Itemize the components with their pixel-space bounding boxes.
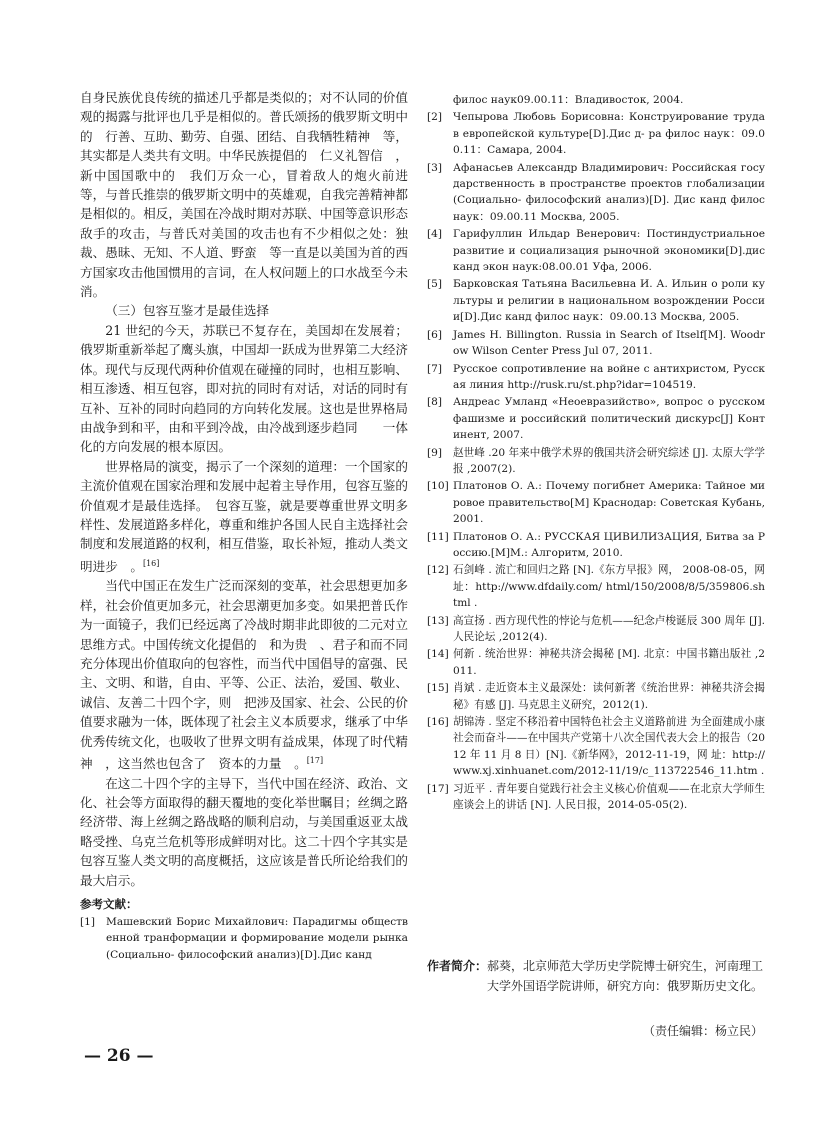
- reference-number: [16]: [427, 716, 449, 729]
- reference-number: [6]: [427, 328, 443, 341]
- reference-number: [2]: [427, 111, 443, 124]
- reference-number: [3]: [427, 161, 443, 174]
- reference-item: [427, 529, 765, 562]
- reference-text: Гарифуллин Ильдар Венерович: Постиндустриальное развитие и социализация рыночной экономики[D].дис канд экон наук:08.00.01 Уфа, 2006.: [453, 228, 765, 274]
- reference-number: [10]: [427, 480, 449, 493]
- reference-text: Андреас Умланд «Неоевразийство», вопрос о русском фашизме и российский политический дискурс[J] Континент, 2007.: [453, 396, 765, 442]
- reference-text: 胡锦涛 . 坚定不移沿着中国特色社会主义道路前进 为全面建成小康社会而奋斗——在中国共产党第十八次全国代表大会上的报告（2012 年 11 月 8 日）[N].《新华网》，2012-11-19，网 址：http://www.xj.xinhuanet.com/2012-11/19/c_113722546_11.htm .: [453, 716, 765, 778]
- reference-item: [427, 680, 765, 713]
- reference-text: 石剑峰 . 流亡和回归之路 [N].《东方早报》网， 2008-08-05，网 址：http://www.dfdaily.com/ html/150/2008/8/5/359806.shtml .: [453, 564, 765, 610]
- reference-text: Афанасьев Александр Владимирович: Российская государственность в пространстве проектов глобализации(Социально- философский анализ)[D]. Дис канд филос наук：09.00.11 Москва, 2005.: [453, 161, 765, 223]
- reference-text: 习近平 . 青年要自觉践行社会主义核心价值观——在北京大学师生座谈会上的讲话 [N]. 人民日报，2014-05-05(2).: [453, 782, 765, 812]
- section-subheading: （三）包容互鉴才是最佳选择: [105, 303, 269, 319]
- responsible-editor: （责任编辑：杨立民）: [642, 1024, 763, 1038]
- reference-text: Чепырова Любовь Борисовна: Конструирование труда в европейской культуре[D].Дис д- ра филос наук：09.00.11：Самара, 2004.: [453, 111, 765, 157]
- citation-16: [16]: [142, 558, 160, 568]
- body-paragraph-4: [80, 576, 421, 773]
- reference-item: [427, 160, 765, 226]
- reference-continuation: [427, 92, 765, 108]
- right-column: [427, 92, 765, 814]
- author-bio-text: 郝葵，北京师范大学历史学院博士研究生，河南理工大学外国语学院讲师，研究方向：俄罗斯历史文化。: [487, 959, 764, 993]
- left-column: [80, 88, 421, 964]
- reference-item: [427, 613, 765, 646]
- reference-text: James H. Billington. Russia in Search of Itself[M]. Woodrow Wilson Center Press Jul 07, 2011.: [453, 328, 765, 358]
- reference-number: [4]: [427, 228, 443, 241]
- reference-item: [427, 478, 765, 527]
- page-number: — 26 —: [84, 1046, 154, 1066]
- reference-number: [7]: [427, 362, 443, 375]
- reference-number: [12]: [427, 564, 449, 577]
- references-heading: 参考文献：: [80, 897, 138, 912]
- reference-item: [427, 562, 765, 611]
- body-paragraph-5: 在这二十四个字的主导下，当代中国在经济、政治、文化、社会等方面取得的翻天覆地的变化举世瞩目；丝绸之路经济带、海上丝绸之路战略的顺利启动，与美国重返亚太战略受挫、乌克兰危机等形成鲜明对比。这二十四个字其实是包容互鉴人类文明的高度概括，这应该是普氏所论给我们的最大启示。: [80, 775, 408, 888]
- citation-17: [17]: [306, 756, 324, 765]
- body-paragraph-3-text: 世界格局的演变，揭示了一个深刻的道理：一个国家的主流价值观在国家治理和发展中起着主导作用，包容互鉴的价值观才是最佳选择。 包容互鉴，就是要尊重世界文明多样性、发展道路多样化，尊重和维护各国人民自主选择社会制度和发展道路的权利，相互借鉴，取长补短，推动人类文明进步 。: [80, 458, 408, 574]
- reference-item: [427, 276, 765, 325]
- reference-item: [427, 394, 765, 443]
- body-paragraph-2: 21 世纪的今天，苏联已不复存在，美国却在发展着；俄罗斯重新举起了鹰头旗，中国却一跃成为世界第二大经济体。现代与反现代两种价值观在碰撞的同时，也相互影响、相互渗透、相互包容，即对抗的同时有对话，对话的同时有互补、互补的同时向趋同的方向转化发展。这也是世界格局由战争到和平，由和平到冷战，由冷战到逐步趋同 一体化的方向发展的根本原因。: [80, 322, 408, 455]
- reference-text: Барковская Татьяна Васильевна И. А. Ильин о роли культуры и религии в национальном возрождении России[D].Дис канд филос наук：09.00.13 Москва, 2005.: [453, 278, 765, 324]
- reference-text: 何新 . 统治世界：神秘共济会揭秘 [M]. 北京：中国书籍出版社 ,2011.: [453, 648, 765, 677]
- body-paragraph-3: [80, 457, 408, 577]
- reference-number: [9]: [427, 446, 443, 459]
- reference-text: Русское сопротивление на войне с антихристом, Русская линия http://rusk.ru/st.php?idar=104519.: [453, 362, 765, 391]
- reference-item: [427, 226, 765, 275]
- reference-number: [14]: [427, 648, 449, 661]
- reference-item: [427, 714, 765, 780]
- reference-number: [8]: [427, 396, 443, 409]
- reference-text: Платонов О. А.: РУССКАЯ ЦИВИЛИЗАЦИЯ, Битва за Россию.[M]М.: Алгоритм, 2010.: [453, 530, 765, 559]
- reference-text: Машевский Борис Михайлович: Парадигмы общественной транформации и формирование модели рынка(Социально- философский анализ)[D].Дис канд: [106, 916, 408, 961]
- body-paragraph-4-text: 当代中国正在发生广泛而深刻的变革，社会思想更加多样，社会价值更加多元，社会思潮更加多变。如果把普氏作为一面镜子，我们已经远离了冷战时期非此即彼的二元对立思维方式。中国传统文化提倡的 和为贵 、君子和而不同 充分体现出价值取向的包容性，而当代中国倡导的富强、民主、文明、和谐，自由、平等、公正、法治，爱国、敬业、诚信、友善二十四个字，则 把涉及国家、社会、公民的价值要求融为一体，既体现了社会主义本质要求，继承了中华优秀传统文化，也吸收了世界文明有益成果，体现了时代精神 ，这当然也包含了 资本的力量 。: [80, 578, 421, 772]
- reference-number: [1]: [80, 916, 96, 929]
- reference-text: филос наук09.00.11：Владивосток, 2004.: [453, 94, 684, 106]
- reference-item: [427, 445, 765, 478]
- reference-item: [427, 361, 765, 394]
- body-paragraph-1: 自身民族优良传统的描述几乎都是类似的；对不认同的价值观的揭露与批评也几乎是相似的。普氏颂扬的俄罗斯文明中的 行善、互助、勤劳、自强、团结、自我牺牲精神 等，其实都是人类共有文明。中华民族提倡的 仁义礼智信 ，新中国国歌中的 我们万众一心，冒着敌人的炮火前进 等，与普氏推崇的俄罗斯文明中的英雄观，自我完善精神都是相似的。相反，美国在冷战时期对苏联、中国等意识形态敌手的攻击，与普氏对美国的攻击也有不少相似之处：独裁、愚昧、无知、不人道、野蛮 等一直是以美国为首的西方国家攻击他国惯用的言词，在人权问题上的口水战至今未消。: [80, 90, 421, 300]
- author-bio: [427, 956, 765, 996]
- reference-text: 高宣扬 . 西方现代性的悖论与危机——纪念卢梭诞辰 300 周年 [J]. 人民论坛 ,2012(4).: [453, 614, 765, 643]
- reference-number: [13]: [427, 614, 449, 627]
- reference-text: 赵世峰 .20 年来中俄学术界的俄国共济会研究综述 [J]. 太原大学学报 ,2007(2).: [453, 446, 765, 475]
- reference-number: [11]: [427, 530, 449, 543]
- reference-text: Платонов О. А.: Почему погибнет Америка: Тайное мировое правительство[M] Краснодар: Советская Кубань, 2001.: [453, 480, 765, 526]
- reference-item: [427, 109, 765, 158]
- reference-item: [427, 327, 765, 360]
- reference-text: 肖斌 . 走近资本主义最深处：读何新著《统治世界：神秘共济会揭秘》有感 [J]. 马克思主义研究，2012(1).: [453, 682, 765, 711]
- reference-item: [427, 781, 765, 814]
- reference-number: [5]: [427, 278, 443, 291]
- references-list: [427, 109, 765, 813]
- reference-number: [17]: [427, 782, 449, 795]
- reference-item: [427, 646, 765, 679]
- reference-item: [80, 914, 408, 963]
- author-bio-label: 作者简介：: [427, 959, 488, 973]
- reference-number: [15]: [427, 682, 449, 695]
